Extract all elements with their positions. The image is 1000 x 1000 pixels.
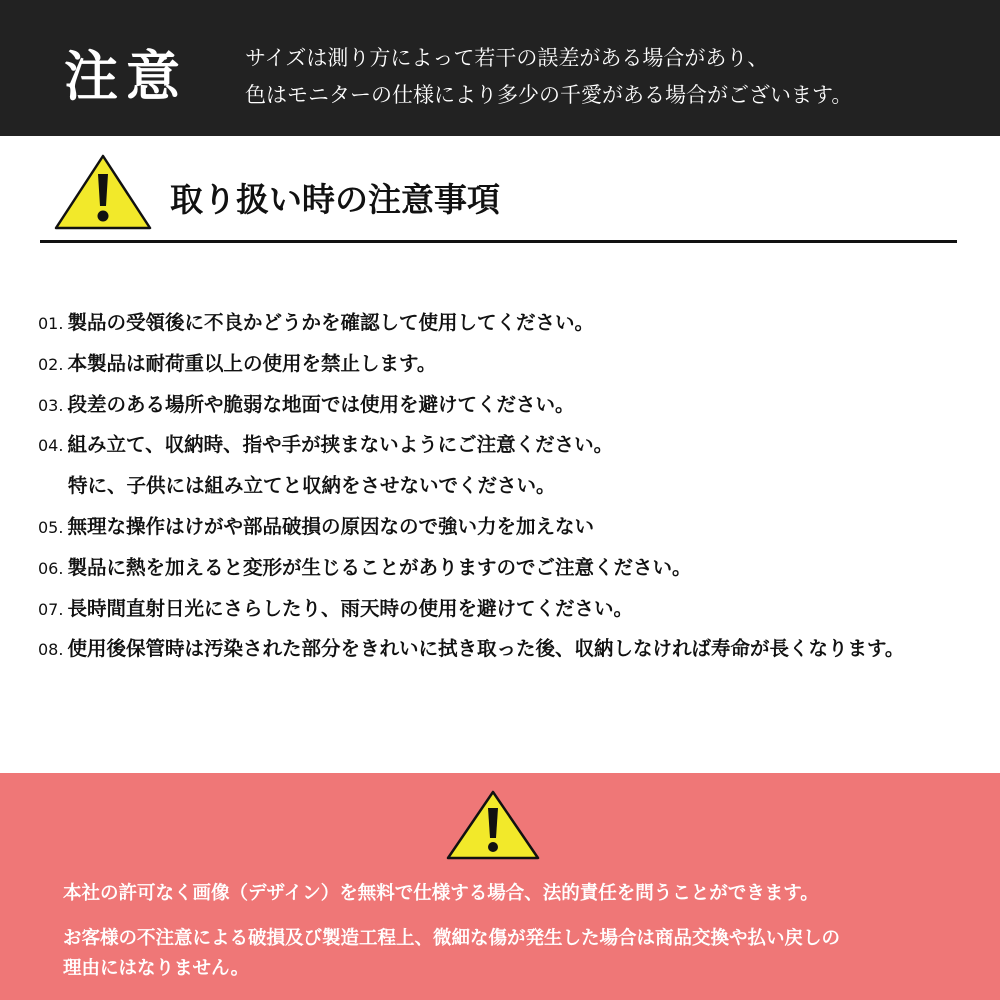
- item-number: 06.: [38, 558, 64, 578]
- disclaimer-line: お客様の不注意による破損及び製造工程上、微細な傷が発生した場合は商品交換や払い戻しの: [63, 928, 841, 949]
- disclaimer-panel: [0, 773, 1000, 1000]
- item-text: 段差のある場所や脆弱な地面では使用を避けてください。: [67, 392, 575, 416]
- item-text: 使用後保管時は汚染された部分をきれいに拭き取った後、収納しなければ寿命が長くなります。: [67, 637, 905, 661]
- warning-triangle-icon: [54, 154, 152, 230]
- item-number: 03.: [38, 395, 64, 415]
- list-item: [38, 596, 904, 637]
- item-number: 07.: [38, 599, 64, 619]
- item-text: 無理な操作はけがや部品破損の原因なので強い力を加えない: [67, 514, 594, 538]
- item-number: 02.: [38, 354, 64, 374]
- notice-line: 色はモニターの仕様により多少の千愛がある場合がございます。: [245, 83, 853, 107]
- item-number: 01.: [38, 314, 64, 333]
- divider: [40, 240, 957, 243]
- item-number: 08.: [38, 640, 64, 660]
- header-notice: [245, 40, 852, 114]
- section-title: 取り扱い時の注意事項: [170, 180, 500, 219]
- item-text: 本製品は耐荷重以上の使用を禁止します。: [67, 351, 437, 375]
- item-text: 長時間直射日光にさらしたり、雨天時の使用を避けてください。: [67, 596, 633, 620]
- precautions-list: [38, 310, 904, 677]
- header-title: 注意: [64, 45, 188, 108]
- disclaimer-line: 本社の許可なく画像（デザイン）を無料で仕様する場合、法的責任を問うことができます。: [63, 883, 819, 904]
- list-item: [38, 636, 904, 677]
- warning-triangle-icon: [446, 790, 540, 860]
- disclaimer-line: 理由にはなりません。: [63, 958, 250, 979]
- item-text: 特に、子供には組み立てと収納をさせないでください。: [68, 474, 556, 498]
- list-item: [38, 514, 904, 555]
- list-item: [38, 310, 904, 351]
- item-number: 04.: [38, 436, 64, 456]
- item-text: 組み立て、収納時、指や手が挟まないようにご注意ください。: [67, 433, 614, 457]
- list-item-continuation: [38, 473, 904, 514]
- item-text: 製品に熱を加えると変形が生じることがありますのでご注意ください。: [67, 555, 692, 579]
- list-item: [38, 392, 904, 433]
- item-number: 05.: [38, 517, 64, 537]
- list-item: [38, 555, 904, 596]
- item-text: 製品の受領後に不良かどうかを確認して使用してください。: [67, 311, 594, 334]
- list-item: [38, 432, 904, 473]
- list-item: [38, 351, 904, 392]
- header-banner: [0, 0, 1000, 136]
- notice-line: サイズは測り方によって若干の誤差がある場合があり、: [245, 46, 769, 70]
